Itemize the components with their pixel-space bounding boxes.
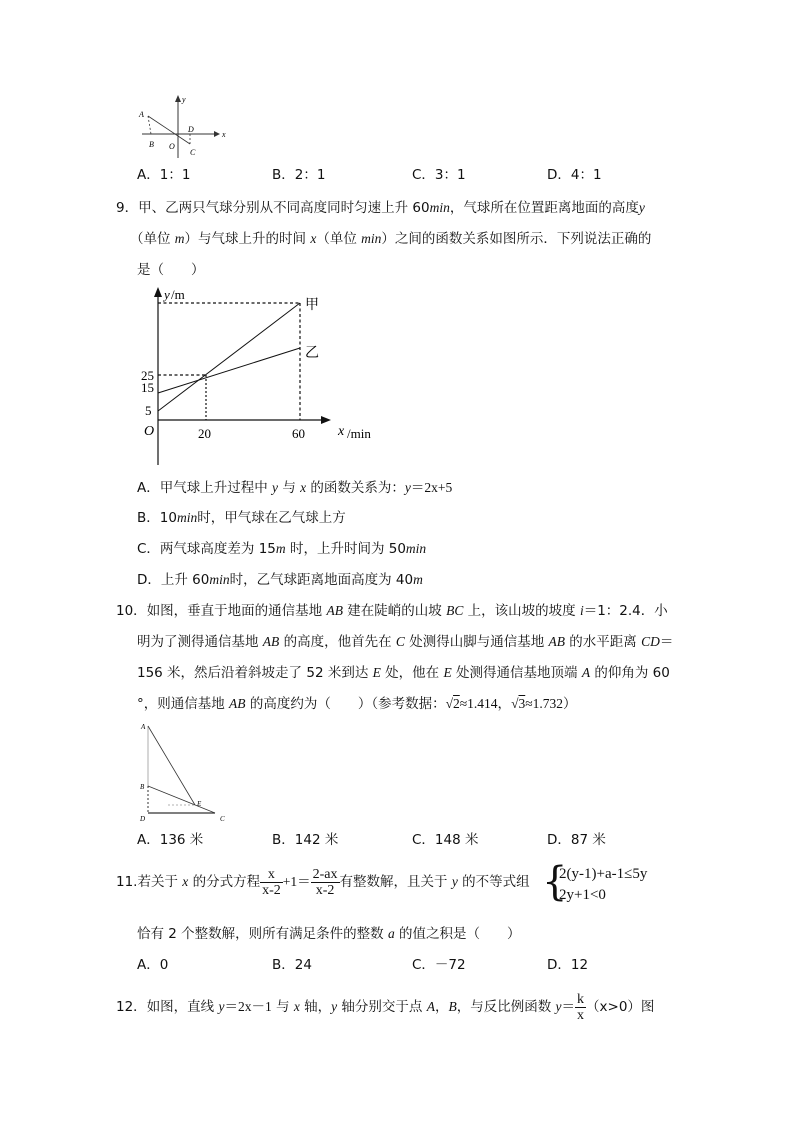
q11-option-c: C．－72 xyxy=(412,957,466,973)
legend-yi: 乙 xyxy=(305,346,319,361)
svg-text:5: 5 xyxy=(145,403,152,418)
svg-text:D: D xyxy=(140,815,146,823)
series-jia xyxy=(158,303,300,411)
q10-stem-line1: 10．如图，垂直于地面的通信基地 AB 建在陡峭的山坡 BC 上，该山坡的坡度 i＝1：2.4．小 xyxy=(116,603,668,619)
x-axis-arrow xyxy=(321,416,331,424)
q10-stem-line4: °，则通信基地 AB 的高度约为（ ）（参考数据：√2≈1.414，√3≈1.732） xyxy=(137,696,577,712)
svg-text:25: 25 xyxy=(141,368,154,383)
q8-option-c: C．3：1 xyxy=(412,167,466,183)
svg-text:E: E xyxy=(197,800,202,808)
q10-option-d: D．87 米 xyxy=(547,832,606,848)
svg-text:D: D xyxy=(188,125,194,134)
fraction-k-over-x: $\frac{k}{x}$ xyxy=(577,991,585,1023)
q8-figure xyxy=(138,92,228,160)
inequality-2: 2y+1<0 xyxy=(559,887,606,903)
label-a: A xyxy=(139,110,144,119)
y-axis-arrow xyxy=(154,287,162,297)
svg-text:O: O xyxy=(169,142,175,151)
svg-text:/m: /m xyxy=(171,287,185,302)
svg-text:20: 20 xyxy=(198,426,211,441)
svg-text:B: B xyxy=(140,783,145,791)
fraction-1: $\frac{x}{x-2}$ xyxy=(262,866,281,898)
q9-option-a: A．甲气球上升过程中 y 与 x 的函数关系为：y＝2x+5 xyxy=(137,480,453,496)
svg-text:O: O xyxy=(144,424,155,439)
svg-text:/min: /min xyxy=(347,426,371,441)
q9-option-b: B．10min时，甲气球在乙气球上方 xyxy=(137,510,346,526)
legend-jia: 甲 xyxy=(305,298,319,313)
q9-option-d: D．上升 60min时，乙气球距离地面高度为 40m xyxy=(137,572,423,588)
q11-option-b: B．24 xyxy=(272,957,312,973)
svg-text:C: C xyxy=(190,148,196,157)
q9-stem-line2: （单位 m）与气球上升的时间 x（单位 min）之间的函数关系如图所示．下列说法正确的 xyxy=(130,231,652,247)
inequality-1: 2(y-1)+a-1≤5y xyxy=(559,866,648,882)
q10-figure xyxy=(138,718,228,826)
q12-stem-line1: 12．如图，直线 y＝2x－1 与 x 轴，y 轴分别交于点 A，B，与反比例函数 y＝ $\frac{k}{x}$ （x>0）图 xyxy=(116,991,655,1023)
brace-icon: { xyxy=(542,859,568,905)
svg-text:15: 15 xyxy=(141,380,154,395)
q10-option-b: B．142 米 xyxy=(272,832,339,848)
q11-stem-line1: 11.若关于 x 的分式方程 $\frac{x}{x-2}$ +1＝ $\frac{2-ax}{x-2}$ 有整数解，且关于 y 的不等式组 xyxy=(116,866,530,898)
q8-option-b: B．2：1 xyxy=(272,167,326,183)
svg-text:C: C xyxy=(220,815,225,823)
q11-option-d: D．12 xyxy=(547,957,589,973)
q11-stem-line2: 恰有 2 个整数解，则所有满足条件的整数 a 的值之积是（ ） xyxy=(137,926,521,942)
q8-option-d: D．4：1 xyxy=(547,167,602,183)
q9-chart xyxy=(135,285,385,470)
q10-option-a: A．136 米 xyxy=(137,832,204,848)
svg-text:y: y xyxy=(164,287,170,302)
q8-option-a: A．1：1 xyxy=(137,167,191,183)
svg-text:x: x xyxy=(338,424,345,439)
q9-stem-line3: 是（ ） xyxy=(137,262,205,278)
series-yi xyxy=(158,348,300,393)
fraction-2: $\frac{2-ax}{x-2}$ xyxy=(312,866,338,898)
q10-stem-line2: 明为了测得通信基地 AB 的高度，他首先在 C 处测得山脚与通信基地 AB 的水平距离 CD＝ xyxy=(137,634,674,650)
svg-text:y: y xyxy=(182,95,186,104)
svg-text:A: A xyxy=(141,723,146,731)
q9-stem-line1: 9．甲、乙两只气球分别从不同高度同时匀速上升 60min，气球所在位置距离地面的高度y xyxy=(116,200,645,216)
q11-option-a: A．0 xyxy=(137,957,169,973)
q9-option-c: C．两气球高度差为 15m 时，上升时间为 50min xyxy=(137,541,427,557)
q10-option-c: C．148 米 xyxy=(412,832,479,848)
svg-text:60: 60 xyxy=(292,426,305,441)
svg-text:B: B xyxy=(149,140,154,149)
svg-text:x: x xyxy=(222,130,226,139)
q10-stem-line3: 156 米，然后沿着斜坡走了 52 米到达 E 处，他在 E 处测得通信基地顶端 A 的仰角为 60 xyxy=(137,665,670,681)
